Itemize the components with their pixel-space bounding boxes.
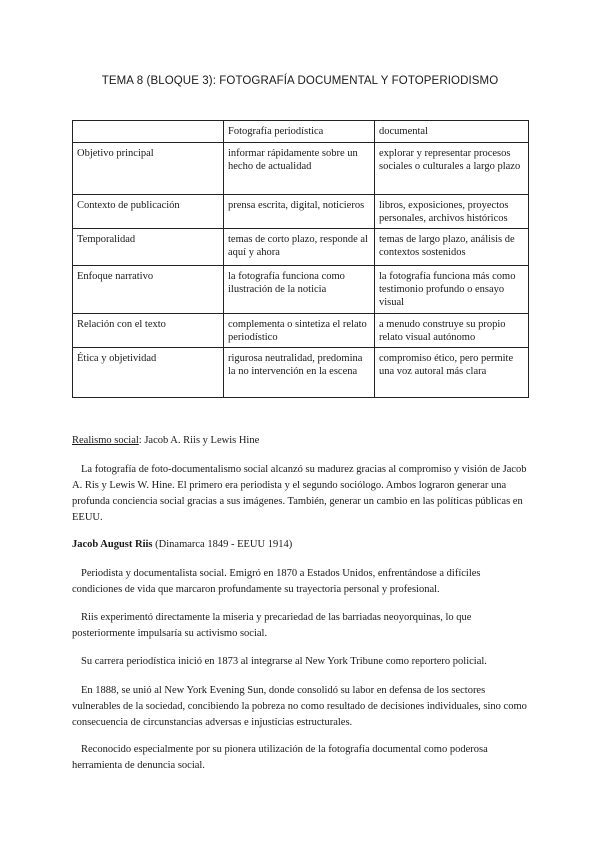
table-cell: rigurosa neutralidad, predomina la no intervención en la escena	[224, 348, 375, 398]
table-header-row	[73, 121, 529, 143]
paragraph-3: Su carrera periodística inició en 1873 al integrarse al New York Tribune como reportero policial.	[81, 656, 487, 667]
comparison-table	[72, 120, 529, 398]
table-cell: Fotografía periodística	[224, 121, 375, 143]
table-cell: la fotografía funciona más como testimonio profundo o ensayo visual	[375, 266, 529, 314]
table-cell: temas de corto plazo, responde al aquí y ahora	[224, 229, 375, 266]
paragraph-1: Periodista y documentalista social. Emigró en 1870 a Estados Unidos, enfrentándose a difíciles condiciones de vida que marcaron profundamente su trayectoria personal y profesional.	[72, 568, 481, 595]
table-cell: compromiso ético, pero permite una voz autoral más clara	[375, 348, 529, 398]
table-row	[73, 314, 529, 348]
intro-paragraph: La fotografía de foto-documentalismo social alcanzó su madurez gracias al compromiso y visión de Jacob A. Ris y Lewis W. Hine. El primero era periodista y el segundo sociólogo. Ambos lograron generar una profunda conciencia social gracias a sus imágenes. También, generar un cambio en las políticas públicas en EEUU.	[72, 464, 527, 523]
table-cell: complementa o sintetiza el relato periodístico	[224, 314, 375, 348]
paragraph-4: En 1888, se unió al New York Evening Sun, donde consolidó su labor en defensa de los sectores vulnerables de la sociedad, concibiendo la pobreza no como resultado de decisiones individuales, sino como consecuencia de circunstancias adversas e injusticias estructurales.	[72, 685, 527, 728]
table-row	[73, 195, 529, 229]
table-cell: informar rápidamente sobre un hecho de actualidad	[224, 143, 375, 195]
paragraph-5: Reconocido especialmente por su pionera utilización de la fotografía documental como poderosa herramienta de denuncia social.	[72, 744, 488, 771]
table-cell: documental	[375, 121, 529, 143]
table-cell: Enfoque narrativo	[73, 266, 224, 314]
table-cell: prensa escrita, digital, noticieros	[224, 195, 375, 229]
section-heading	[72, 433, 528, 449]
table-cell: temas de largo plazo, análisis de contextos sostenidos	[375, 229, 529, 266]
table-cell: Contexto de publicación	[73, 195, 224, 229]
page-title: TEMA 8 (BLOQUE 3): FOTOGRAFÍA DOCUMENTAL Y FOTOPERIODISMO	[101, 75, 499, 87]
person-heading	[72, 537, 528, 553]
table-row	[73, 229, 529, 266]
section-heading-underlined: Realismo social	[72, 435, 139, 446]
table-cell: la fotografía funciona como ilustración de la noticia	[224, 266, 375, 314]
person-name: Jacob August Riis	[72, 539, 153, 550]
table-cell: explorar y representar procesos sociales o culturales a largo plazo	[375, 143, 529, 195]
table-row	[73, 348, 529, 398]
table-cell: Temporalidad	[73, 229, 224, 266]
paragraph-2: Riis experimentó directamente la miseria y precariedad de las barriadas neoyorquinas, lo que posteriormente impulsaría su activismo social.	[72, 612, 472, 639]
table-row	[73, 266, 529, 314]
table-cell	[73, 121, 224, 143]
table-cell: a menudo construye su propio relato visual autónomo	[375, 314, 529, 348]
table-cell: Ética y objetividad	[73, 348, 224, 398]
table-cell: Relación con el texto	[73, 314, 224, 348]
person-dates: (Dinamarca 1849 - EEUU 1914)	[152, 539, 293, 550]
table-row	[73, 143, 529, 195]
section-heading-rest: : Jacob A. Riis y Lewis Hine	[138, 435, 260, 446]
table-cell: Objetivo principal	[73, 143, 224, 195]
table-cell: libros, exposiciones, proyectos personales, archivos históricos	[375, 195, 529, 229]
